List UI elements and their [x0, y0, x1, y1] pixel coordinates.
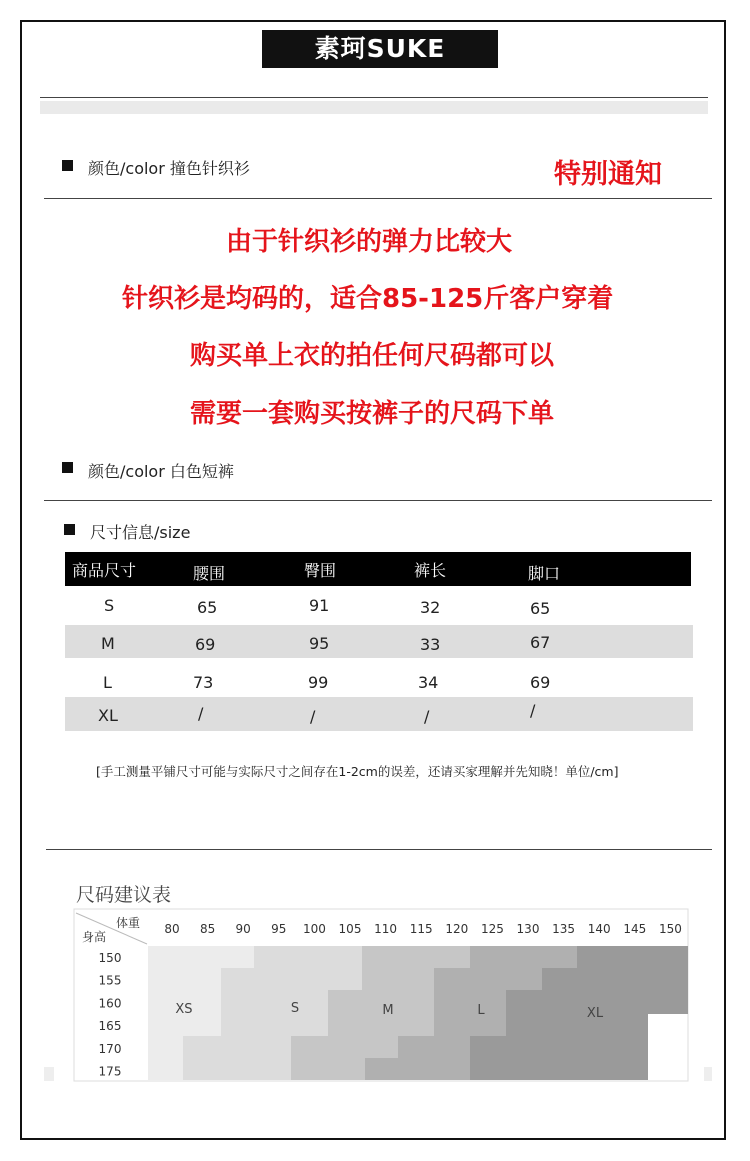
chart-corner-shade	[704, 1067, 712, 1081]
table-cell: 65	[197, 598, 218, 617]
table-cell: 69	[530, 673, 551, 692]
x-tick-label: 115	[409, 922, 433, 936]
table-cell: 65	[530, 599, 551, 618]
x-tick-label: 125	[480, 922, 504, 936]
notice-line-4: 需要一套购买按裤子的尺码下单	[190, 399, 555, 429]
x-tick-label: 80	[164, 922, 180, 936]
table-cell: 32	[420, 598, 441, 617]
table-cell: /	[310, 707, 316, 726]
x-tick-label: 150	[658, 922, 682, 936]
size-bands	[148, 946, 688, 1080]
x-tick-label: 145	[623, 922, 647, 936]
table-header-cell: 腰围	[193, 564, 226, 583]
table-header-cell: 脚口	[528, 564, 561, 583]
y-tick-label: 160	[98, 996, 122, 1011]
x-tick-label: 95	[271, 922, 287, 936]
size-label: S	[290, 1001, 300, 1016]
brand-title: 素珂SUKE	[262, 30, 498, 68]
table-cell: XL	[98, 706, 118, 725]
weight-axis-label: 体重	[116, 916, 141, 930]
size-label: M	[382, 1003, 394, 1018]
table-header-cell: 裤长	[414, 561, 447, 580]
y-tick-label: 155	[98, 973, 122, 988]
notice-line-3: 购买单上衣的拍任何尺码都可以	[190, 341, 555, 371]
notice-title: 特别通知	[554, 159, 662, 190]
table-cell: /	[198, 704, 204, 723]
table-cell: L	[103, 673, 112, 692]
table-cell: 69	[195, 635, 216, 654]
table-cell: /	[530, 701, 536, 720]
x-tick-label: 105	[338, 922, 362, 936]
section-top-label: 颜色/color 撞色针织衫	[88, 159, 250, 178]
table-cell: 95	[309, 634, 330, 653]
height-axis-label: 身高	[82, 930, 107, 944]
table-cell: 91	[309, 596, 330, 615]
x-tick-label: 140	[587, 922, 611, 936]
y-tick-label: 165	[98, 1019, 122, 1034]
table-cell: 99	[308, 673, 329, 692]
x-tick-label: 135	[552, 922, 576, 936]
size-label: L	[477, 1003, 485, 1018]
x-tick-label: 120	[445, 922, 469, 936]
chart-corner-shade	[44, 1067, 54, 1081]
table-header-cell: 商品尺寸	[72, 561, 137, 580]
table-header-cell: 臀围	[304, 561, 337, 580]
notice-line-2: 针织衫是均码的，适合85-125斤客户穿着	[122, 284, 614, 314]
size-label: XL	[586, 1006, 604, 1021]
chart-title: 尺码建议表	[76, 884, 172, 906]
x-tick-label: 130	[516, 922, 540, 936]
y-tick-label: 170	[98, 1041, 122, 1056]
y-tick-label: 175	[98, 1064, 122, 1079]
table-cell: 34	[418, 673, 439, 692]
x-tick-label: 90	[235, 922, 251, 936]
table-cell: M	[101, 634, 115, 653]
table-cell: 67	[530, 633, 551, 652]
x-tick-label: 85	[199, 922, 216, 936]
table-cell: 33	[420, 635, 441, 654]
x-tick-label: 100	[302, 922, 326, 936]
table-cell: S	[104, 596, 115, 615]
table-cell: /	[424, 707, 430, 726]
size-info-label: 尺寸信息/size	[90, 523, 191, 542]
table-cell: 73	[193, 673, 214, 692]
section-bottom-label: 颜色/color 白色短裤	[88, 462, 234, 481]
x-tick-label: 110	[374, 922, 398, 936]
measurement-note: [手工测量平铺尺寸可能与实际尺寸之间存在1-2cm的误差，还请买家理解并先知晓！单位/cm]	[96, 764, 619, 779]
notice-line-1: 由于针织衫的弹力比较大	[226, 227, 513, 257]
y-tick-label: 150	[98, 951, 122, 965]
size-label: XS	[175, 1002, 193, 1017]
